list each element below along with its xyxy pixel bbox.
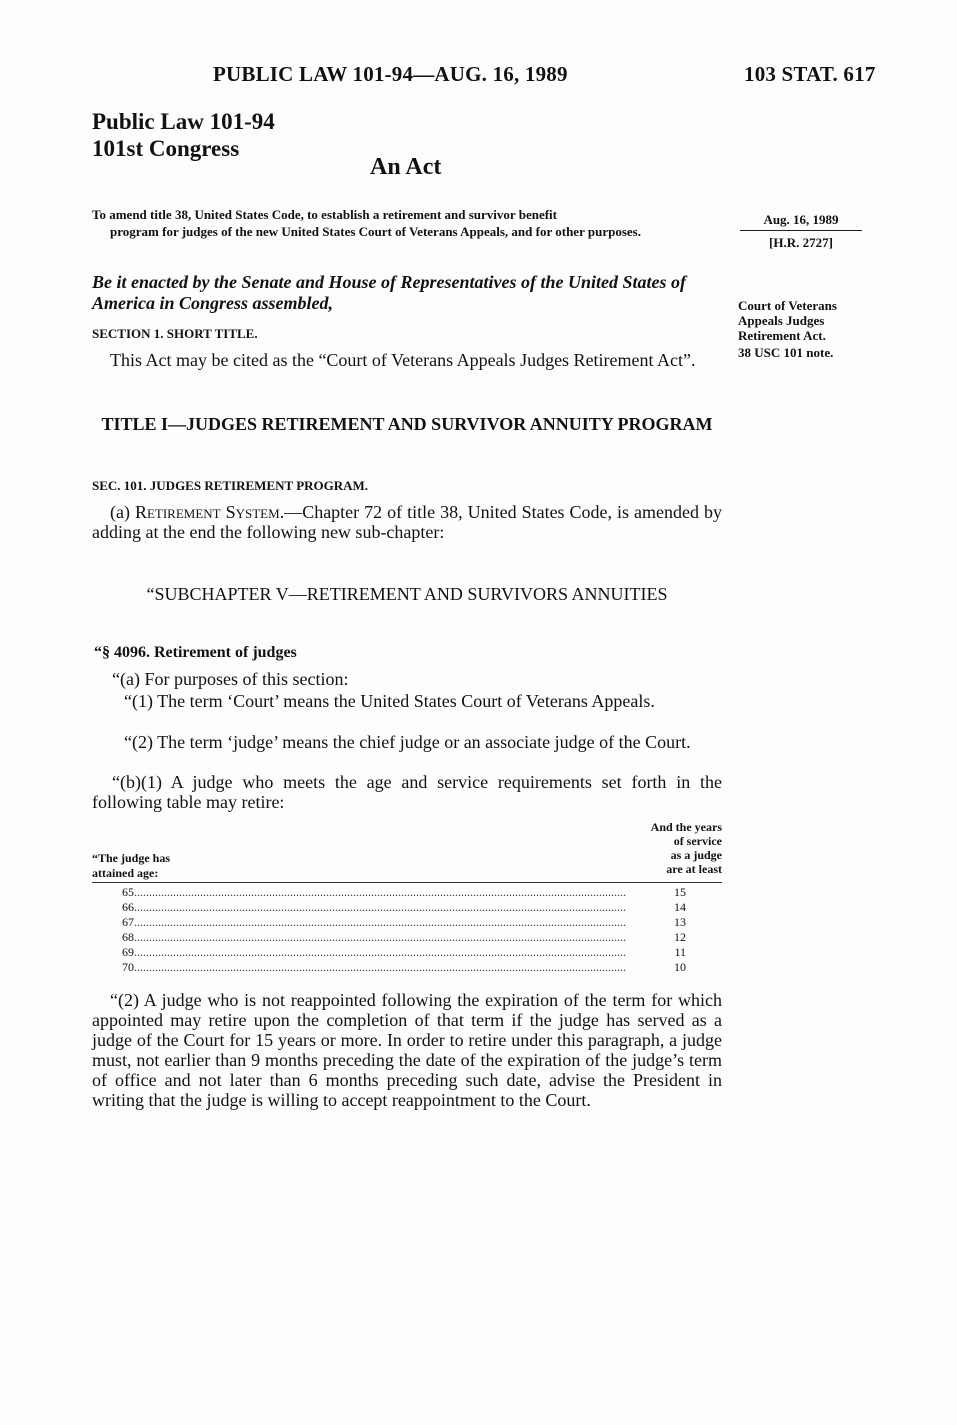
running-head-title: PUBLIC LAW 101-94—AUG. 16, 1989 xyxy=(213,62,568,86)
years-cell: 13 xyxy=(674,915,686,929)
years-cell: 10 xyxy=(674,960,686,974)
subchapter-heading: “SUBCHAPTER V—RETIREMENT AND SURVIVORS ANNUITIES xyxy=(146,584,668,604)
table-row xyxy=(122,930,722,945)
years-header-line: as a judge xyxy=(670,848,722,862)
years-cell: 14 xyxy=(674,900,686,914)
short-title-note: Court of Veterans Appeals Judges Retirement Act. xyxy=(738,298,837,343)
section-101-heading: SEC. 101. JUDGES RETIREMENT PROGRAM. xyxy=(92,478,369,493)
statute-reference: 103 STAT. 617 xyxy=(744,62,876,86)
subsection-a-label: (a) xyxy=(110,502,135,522)
purpose-rest: program for judges of the new United States Court of Veterans Appeals, and for other purposes. xyxy=(110,224,641,239)
leader-dots xyxy=(134,960,626,975)
paragraph-b1: “(b)(1) A judge who meets the age and service requirements set forth in the following table may retire: xyxy=(92,772,722,812)
law-identifier xyxy=(92,108,275,162)
years-cell: 15 xyxy=(674,885,686,899)
enactment-date: Aug. 16, 1989 xyxy=(740,212,862,231)
margin-date-block xyxy=(740,212,862,251)
enacting-clause: Be it enacted by the Senate and House of Representatives of the United States of America in Congress assembled, xyxy=(92,272,686,313)
leader-dots xyxy=(134,915,626,930)
table-header-years xyxy=(600,820,722,876)
bill-number: [H.R. 2727] xyxy=(769,235,833,250)
paragraph-b2: “(2) A judge who is not reappointed following the expiration of the term for which appointed may retire upon the completion of that term if the judge has served as a judge of the Court for 15 years or more. In order to retire under this paragraph, a judge must, not earlier than 9 months preceding the date of the expiration of the judge’s term of office and not later than 6 months preceding such date, advise the President in writing that the judge is willing to accept reappointment to the Court. xyxy=(92,990,722,1110)
years-cell: 12 xyxy=(674,930,686,944)
section-101-text xyxy=(92,502,722,542)
public-law-number: Public Law 101-94 xyxy=(92,109,275,134)
usc-citation-note: 38 USC 101 note. xyxy=(738,345,834,360)
years-header-line: of service xyxy=(673,834,722,848)
table-row xyxy=(122,945,722,960)
age-cell: 68 xyxy=(122,930,134,944)
leader-dots xyxy=(134,945,626,960)
section-4096-heading: “§ 4096. Retirement of judges xyxy=(94,644,297,661)
leader-dots xyxy=(134,900,626,915)
act-heading: An Act xyxy=(370,154,442,180)
age-header-line: “The judge has xyxy=(92,851,171,865)
retirement-table xyxy=(122,885,722,975)
age-cell: 66 xyxy=(122,900,134,914)
title-1-heading: TITLE I—JUDGES RETIREMENT AND SURVIVOR ANNUITY PROGRAM xyxy=(101,414,713,434)
margin-note xyxy=(738,298,868,360)
definition-judge: “(2) The term ‘judge’ means the chief judge or an associate judge of the Court. xyxy=(124,732,691,752)
leader-dots xyxy=(134,885,626,900)
years-cell: 11 xyxy=(674,945,686,959)
years-header-line: And the years xyxy=(650,820,722,834)
purpose-statement xyxy=(92,206,722,240)
table-row xyxy=(122,915,722,930)
age-cell: 70 xyxy=(122,960,134,974)
section-1-heading: SECTION 1. SHORT TITLE. xyxy=(92,326,258,341)
purpose-line-1: To amend title 38, United States Code, to establish a retirement and survivor benefit xyxy=(92,207,557,222)
table-header-age xyxy=(92,851,170,881)
table-row xyxy=(122,900,722,915)
age-cell: 65 xyxy=(122,885,134,899)
age-cell: 67 xyxy=(122,915,134,929)
subsection-a-intro: “(a) For purposes of this section: xyxy=(112,669,349,689)
leader-dots xyxy=(134,930,626,945)
age-cell: 69 xyxy=(122,945,134,959)
table-row xyxy=(122,960,722,975)
table-row xyxy=(122,885,722,900)
congress-number: 101st Congress xyxy=(92,136,240,161)
section-101-body: .—Chapter 72 of title 38, United States Code, is amended by adding at the end the following new sub-chapter: xyxy=(92,502,722,542)
table-header-rule xyxy=(92,882,722,883)
section-1-text: This Act may be cited as the “Court of Veterans Appeals Judges Retirement Act”. xyxy=(110,350,696,370)
definition-court: “(1) The term ‘Court’ means the United States Court of Veterans Appeals. xyxy=(124,691,655,711)
years-header-line: are at least xyxy=(666,862,722,876)
retirement-system-subhead: Retirement System xyxy=(134,502,280,522)
age-header-line: attained age: xyxy=(92,866,159,880)
